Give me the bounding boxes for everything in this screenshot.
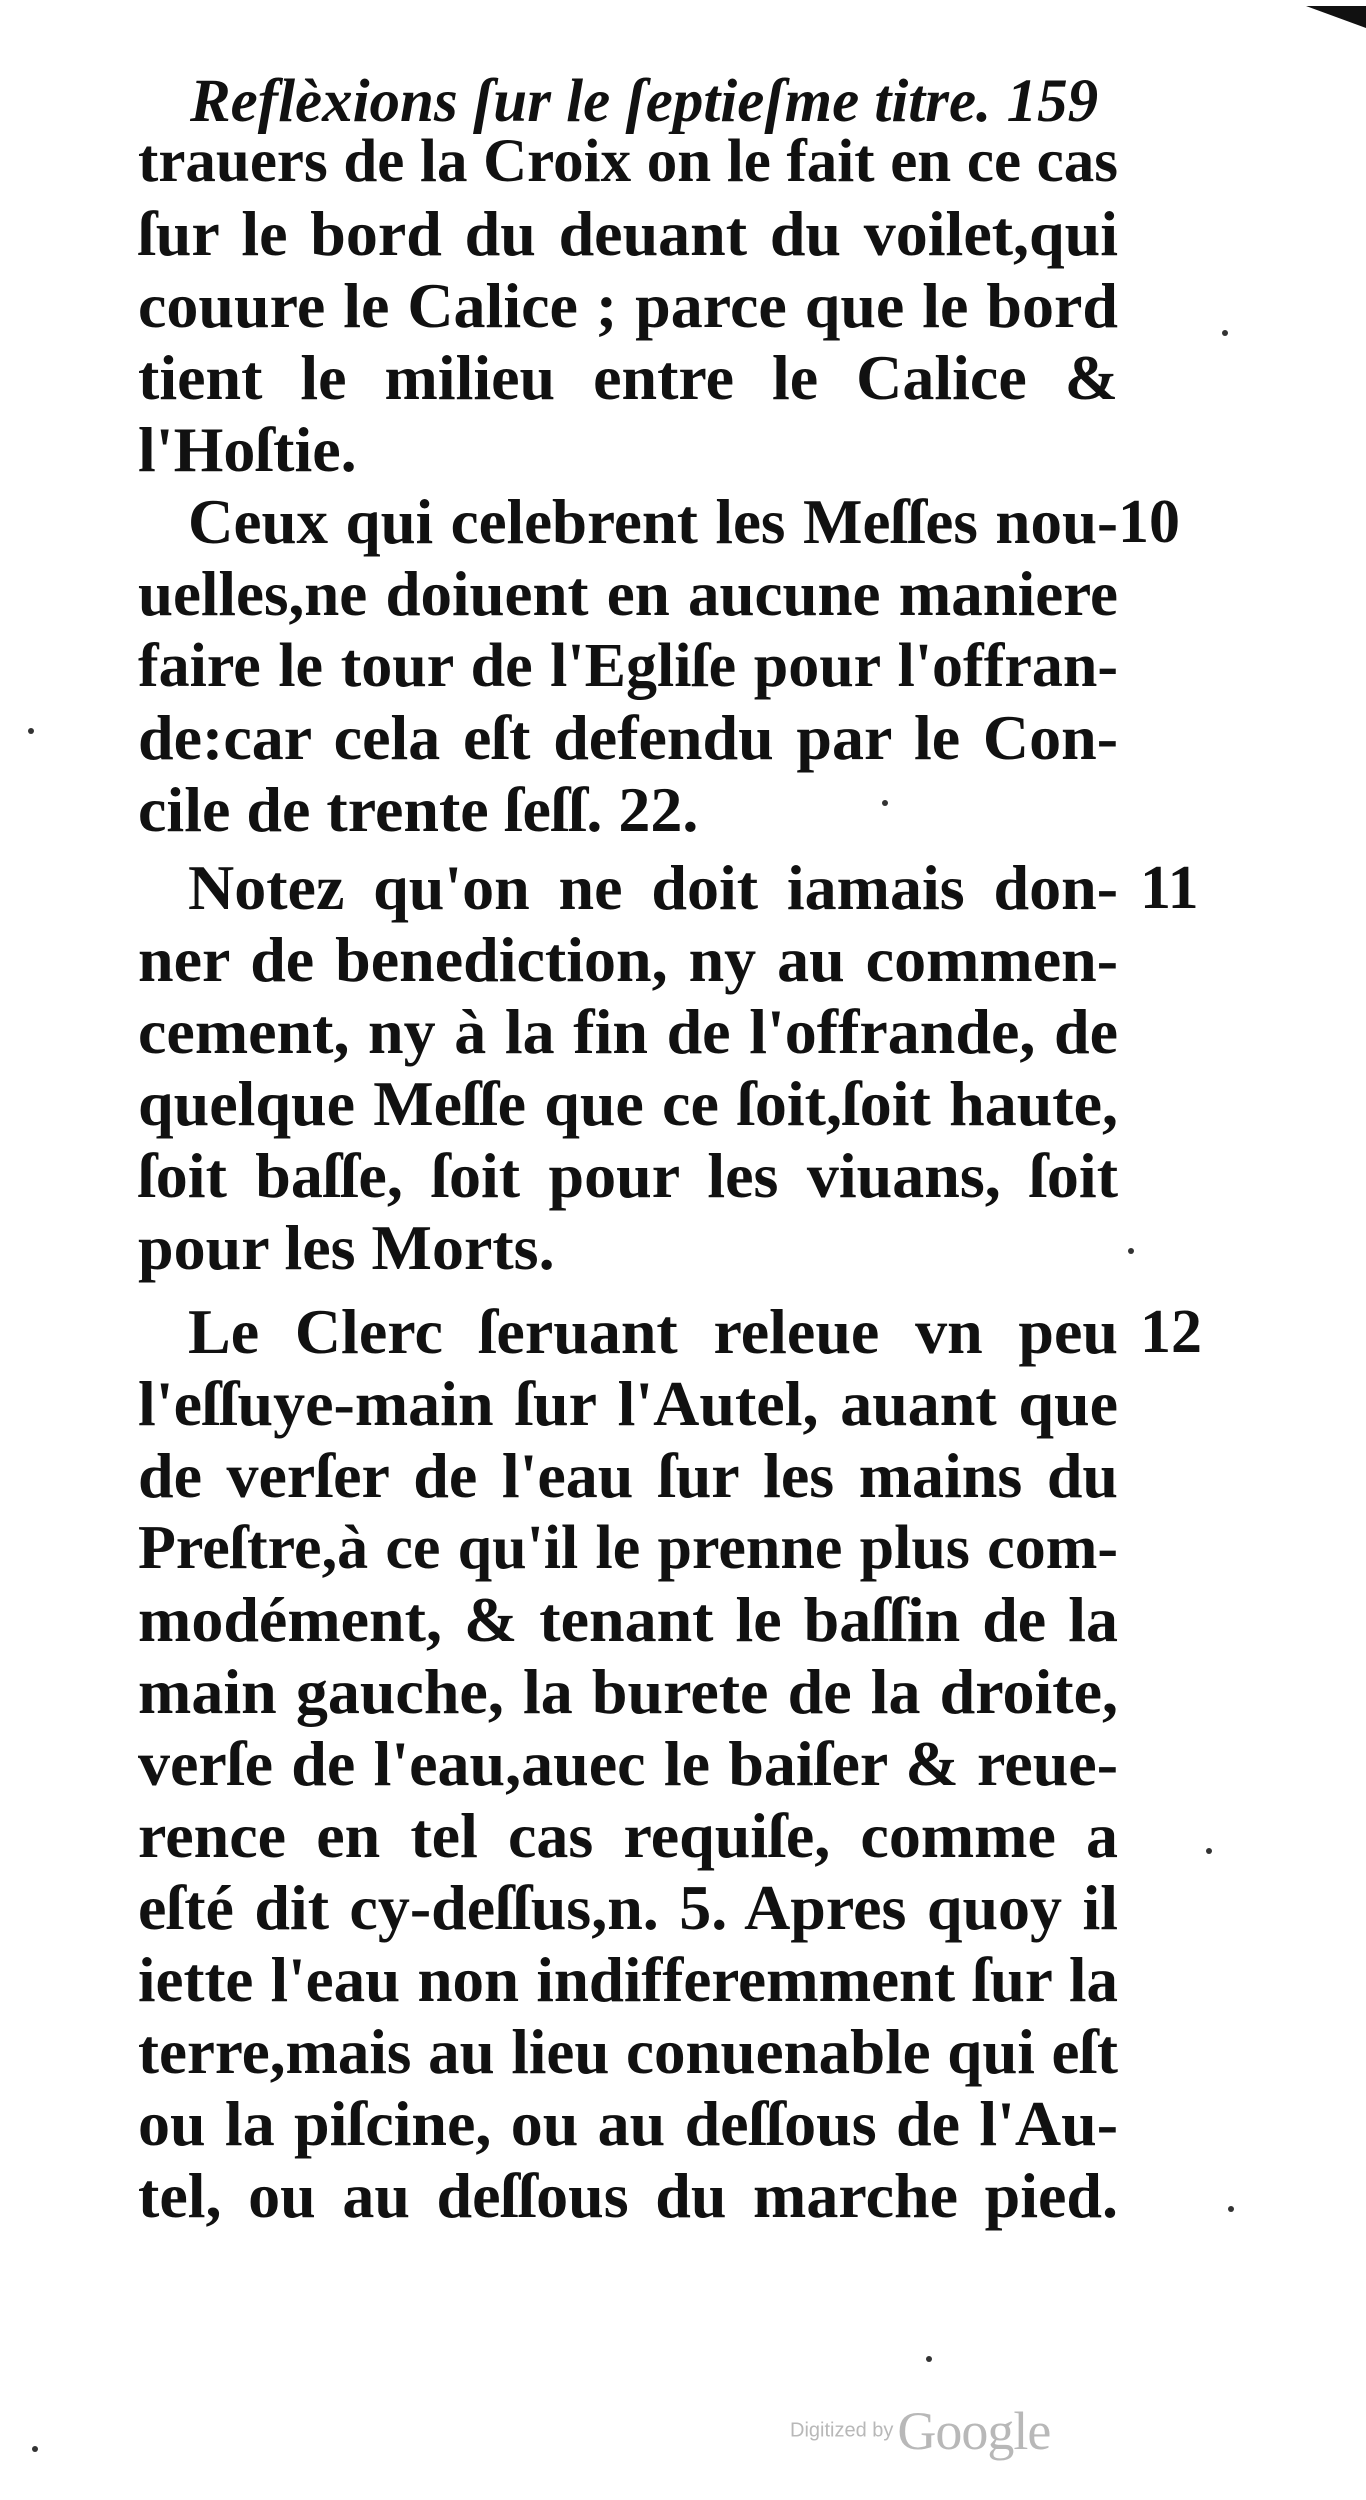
scan-speck bbox=[1228, 2206, 1234, 2212]
text-line: Preſtre,à ce qu'il le prenne plus com- bbox=[138, 1514, 1118, 1582]
scan-speck bbox=[882, 800, 888, 806]
text-line: terre,mais au lieu conuenable qui eſt bbox=[138, 2017, 1118, 2087]
text-line: uelles,ne doiuent en aucune maniere bbox=[138, 559, 1118, 629]
text-line: tient le milieu entre le Calice & bbox=[138, 342, 1118, 413]
scan-speck bbox=[28, 728, 34, 734]
page-number: 159 bbox=[1006, 68, 1099, 135]
text-line: de verſer de l'eau ſur les mains du bbox=[138, 1440, 1118, 1511]
text-line: cile de trente ſeſſ. 22. bbox=[138, 774, 699, 845]
text-line: ſur le bord du deuant du voilet,qui bbox=[138, 198, 1118, 269]
text-line: couure le Calice ; parce que le bord bbox=[138, 270, 1118, 341]
watermark-prefix: Digitized by bbox=[790, 2419, 894, 2442]
scan-speck bbox=[1128, 1248, 1134, 1254]
text-line: Ceux qui celebrent les Meſſes nou- bbox=[188, 487, 1118, 557]
text-line: quelque Meſſe que ce ſoit,ſoit haute, bbox=[138, 1068, 1118, 1139]
text-line: l'eſſuye-main ſur l'Autel, auant que bbox=[138, 1368, 1118, 1439]
margin-number-10: 10 bbox=[1118, 488, 1180, 556]
text-line: faire le tour de l'Egliſe pour l'offran- bbox=[138, 632, 1118, 700]
running-header-title: Reflèxions ſur le ſeptieſme titre. bbox=[190, 68, 992, 135]
text-line: pour les Morts. bbox=[138, 1212, 555, 1283]
text-line: Le Clerc ſeruant releue vn peu bbox=[188, 1296, 1118, 1367]
text-line: ner de benediction, ny au commen- bbox=[138, 924, 1118, 995]
scan-speck bbox=[32, 2446, 38, 2452]
scan-speck bbox=[1206, 1848, 1212, 1854]
google-logo: Google bbox=[897, 2401, 1051, 2461]
page-corner-mark bbox=[1306, 6, 1366, 28]
margin-number-12: 12 bbox=[1140, 1298, 1202, 1366]
digitized-watermark bbox=[790, 2400, 1050, 2462]
text-line: ou la piſcine, ou au deſſous de l'Au- bbox=[138, 2088, 1118, 2159]
text-line: eſté dit cy-deſſus,n. 5. Apres quoy il bbox=[138, 1872, 1118, 1943]
text-line: verſe de l'eau,auec le baiſer & reue- bbox=[138, 1728, 1118, 1799]
scan-speck bbox=[926, 2356, 932, 2362]
text-line: l'Hoſtie. bbox=[138, 414, 357, 485]
text-line: cement, ny à la fin de l'offrande, de bbox=[138, 996, 1118, 1067]
text-line: Notez qu'on ne doit iamais don- bbox=[188, 852, 1118, 923]
scan-speck bbox=[1222, 330, 1228, 336]
text-line: trauers de la Croix on le fait en ce cas bbox=[138, 128, 1118, 195]
text-line: tel, ou au deſſous du marche pied. bbox=[138, 2160, 1118, 2231]
text-line: de:car cela eſt defendu par le Con- bbox=[138, 702, 1118, 773]
text-line: ſoit baſſe, ſoit pour les viuans, ſoit bbox=[138, 1140, 1118, 1211]
text-line: modément, & tenant le baſſin de la bbox=[138, 1584, 1118, 1655]
margin-number-11: 11 bbox=[1140, 854, 1199, 922]
text-line: iette l'eau non indifferemment ſur la bbox=[138, 1945, 1118, 2015]
text-line: rence en tel cas requiſe, comme a bbox=[138, 1800, 1118, 1871]
text-line: main gauche, la burete de la droite, bbox=[138, 1656, 1118, 1727]
